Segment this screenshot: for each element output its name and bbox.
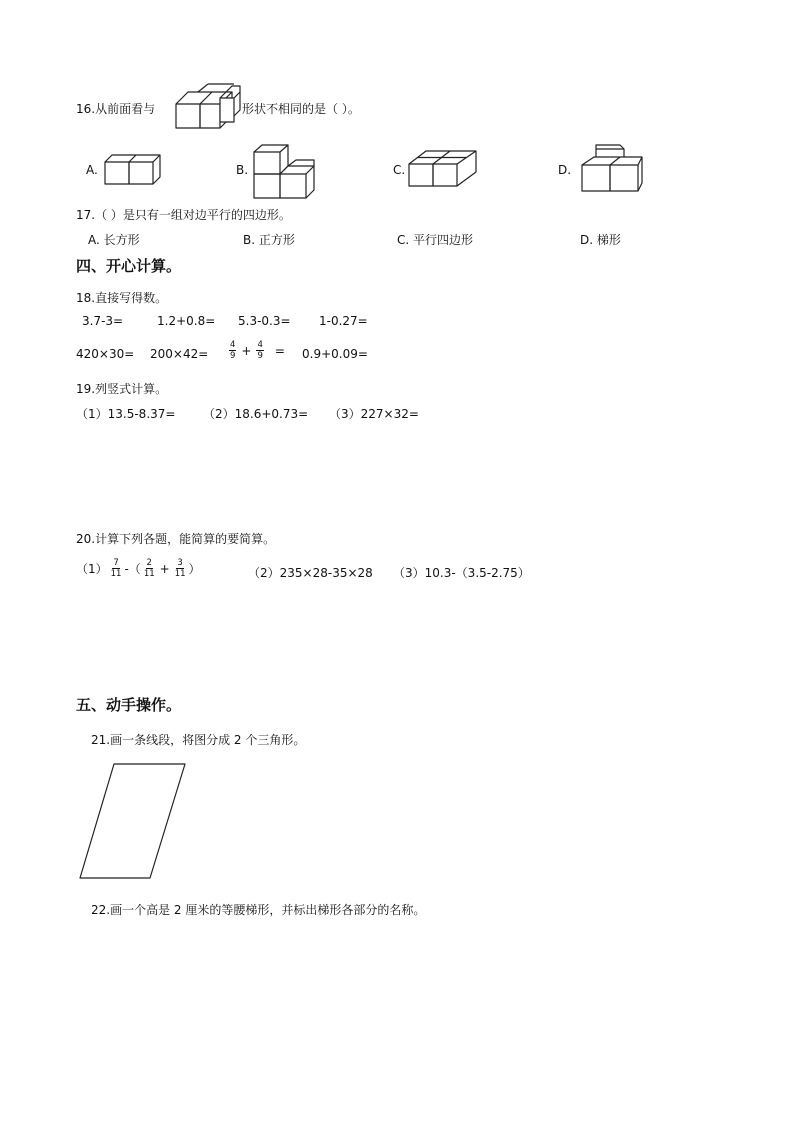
q16-option-a-figure [104, 154, 164, 186]
q19-item-3: （3）227×32= [329, 407, 419, 421]
q17-stem: 17.（ ）是只有一组对边平行的四边形。 [76, 208, 291, 222]
q18-item: 5.3-0.3= [238, 314, 291, 328]
q16-option-b-label[interactable]: B. [236, 163, 249, 177]
q18-item: 1-0.27= [319, 314, 368, 328]
q16-option-c-figure [408, 150, 480, 190]
fraction: $\frac{7}{11}$ [110, 558, 122, 579]
q16-suffix: 形状不相同的是（ ）。 [242, 102, 360, 116]
section-5-title: 五、动手操作。 [76, 696, 182, 714]
q18-item: 0.9+0.09= [302, 347, 368, 361]
q18-stem: 18.直接写得数。 [76, 291, 168, 305]
fraction: $\frac{3}{11}$ [174, 558, 186, 579]
q19-stem: 19.列竖式计算。 [76, 382, 168, 396]
q18-item: 3.7-3= [82, 314, 124, 328]
q16-option-c-label[interactable]: C. [393, 163, 406, 177]
q18-item: 200×42= [150, 347, 209, 361]
q16-option-d-label[interactable]: D. [558, 163, 572, 177]
q18-item: 420×30= [76, 347, 135, 361]
q20-item-2: （2）235×28-35×28 [248, 566, 373, 580]
q16-prefix: 16.从前面看与 [76, 102, 156, 116]
q20-stem: 20.计算下列各题，能简算的要简算。 [76, 532, 276, 546]
q18-item: 1.2+0.8= [157, 314, 216, 328]
section-4-title: 四、开心计算。 [76, 257, 182, 275]
q21-parallelogram-figure [78, 762, 188, 880]
q16-reference-figure [174, 84, 244, 134]
q20-item-3: （3）10.3-（3.5-2.75） [393, 566, 530, 580]
q18-fraction-expression: $\frac{4}{9}$ + $\frac{4}{9}$ = [230, 340, 285, 361]
q17-option-c[interactable]: C. 平行四边形 [397, 233, 474, 247]
fraction: $\frac{4}{9}$ [230, 340, 236, 361]
q22-stem: 22.画一个高是 2 厘米的等腰梯形，并标出梯形各部分的名称。 [91, 903, 426, 917]
fraction: $\frac{2}{11}$ [143, 558, 155, 579]
q17-option-d[interactable]: D. 梯形 [580, 233, 621, 247]
q17-option-b[interactable]: B. 正方形 [243, 233, 295, 247]
q20-item-1: （1） $\frac{7}{11}$ -（ $\frac{2}{11}$ + $\frac{3}{11}$ ） [76, 558, 201, 579]
q21-stem: 21.画一条线段，将图分成 2 个三角形。 [91, 733, 306, 747]
q16-option-b-figure [252, 144, 322, 200]
q19-item-1: （1）13.5-8.37= [76, 407, 176, 421]
fraction: $\frac{4}{9}$ [257, 340, 263, 361]
q16-option-a-label[interactable]: A. [86, 163, 98, 177]
q16-option-d-figure [580, 143, 646, 195]
q19-item-2: （2）18.6+0.73= [203, 407, 309, 421]
q17-option-a[interactable]: A. 长方形 [88, 233, 140, 247]
